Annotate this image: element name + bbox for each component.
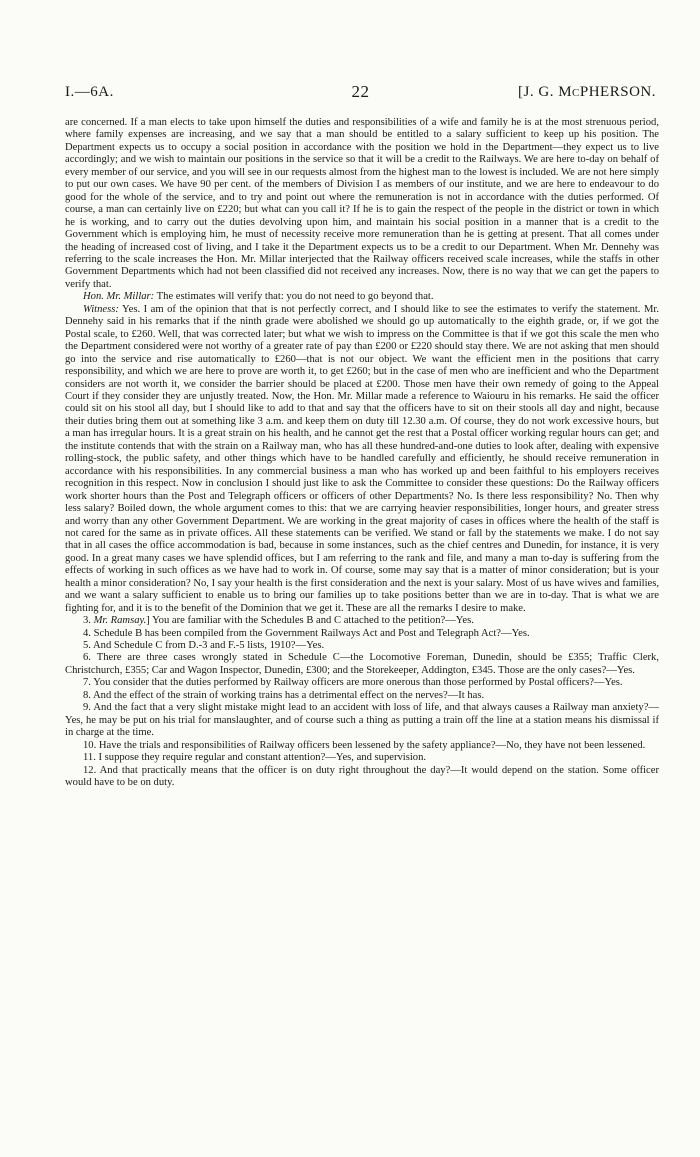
speaker-label: Witness: [83,303,119,315]
speaker-label: Mr. Ramsay. [93,615,147,627]
paragraph-millar [65,291,659,303]
question-7: 7. You consider that the duties performed by Railway officers are more onerous than those performed by Postal officers?—Yes. [83,677,623,689]
speaker-label: Hon. Mr. Millar: [83,291,155,303]
parliamentary-reference: I.—6A. [65,84,114,100]
question-11: 11. I suppose they require regular and constant attention?—Yes, and supervision. [83,752,427,764]
question-10: 10. Have the trials and responsibilities of Railway officers been lessened by the safety appliance?—No, they have not been lessened. [83,739,646,751]
question-5: 5. And Schedule C from D.-3 and F.-5 lists, 1910?—Yes. [83,640,325,652]
witness-name: [J. G. McPHERSON. [518,84,656,100]
question-8: 8. And the effect of the strain of working trains has a detrimental effect on the nerves?—It has. [83,689,485,701]
question-4: 4. Schedule B has been compiled from the Government Railways Act and Post and Telegraph Act?—Yes. [83,627,530,639]
paragraph-witness [65,304,659,615]
page-header [65,84,656,104]
question-text: ] You are familiar with the Schedules B and C attached to the petition?—Yes. [146,615,474,627]
question-12: 12. And that practically means that the officer is on duty right throughout the day?—It would depend on the station. Some officer would have to be on duty. [65,764,659,789]
page-number: 22 [351,82,370,101]
paragraph-text: Yes. I am of the opinion that that is not perfectly correct, and I should like to see the estimates to verify the statement. Mr. Dennehy said in his remarks that if the ninth grade were abolished we should go up automatically to the eighth grade, or, if we got the Postal scale, to £260. Well, that was corrected later; but what we wish to impress on the Committee is that if we got this scale the men who the Department considered were not worthy of a greater rate of pay than £200 or £220 should stay there. We are not asking that men should go into the service and rise automatically to £260—that is not our object. We want the efficient men in the positions that carry responsibility, and which we are here to prove are worth it, to get £260; but in the case of men who are inefficient and who the Department considers are not worth it, we consider the barrier should be placed at £200. Those men have their own remedy of going to the Appeal Court if they consider they are unjustly treated. Now, the Hon. Mr. Millar made a reference to Waiouru in his remarks. He said the officer could sit on his stool all day, but I should like to add to that and say that the officers have to sit on their stools all day and night, because their duties bring them out at something like 3 a.m. and keep them on duty till 12.30 a.m. Of course, they do not work excessive hours, but a man has irregular hours. It is a great strain on his health, and he cannot get the rest that a Postal officer working regular hours can get; and the institute contends that with the strain on a Railway man, who has all these hundred-and-one duties to look after, dealing with expensive rolling-stock, the public safety, and other things which have to be handled carefully and efficiently, he should receive remuneration in accordance with his responsibilities. In any commercial business a man who has worked up and been faithful to his employers receives recognition in this respect. Now in conclusion I should just like to ask the Committee to consider these questions: Do the Railway officers work shorter hours than the Post and Telegraph officers or officers of other Departments? No. Is there less responsibility? No. Then why less salary? Boiled down, the whole argument comes to this: that we are carrying heavier responsibilities, longer hours, and greater stress and worry than any other Government Department. We are working in the great majority of cases in offices where the health of the staff is not cared for the same as in private offices. All these statements can be verified. We stand or fall by the statements we make. I do not say that in all cases the office accommodation is bad, because in some instances, such as the chief centres and Dunedin, for instance, it is very good. In a great many cases we have splendid offices, but I am referring to the rank and file, and many a man to-day is suffering from the effects of working in such offices as we have had to work in. Of course, some may say that is a matter of minor consideration; but is your health a minor consideration? No, I say your health is the first consideration and the next is your salary. Most of us have wives and families, and we want a salary sufficient to enable us to bring our families up to take positions better than we are in to-day. That is what we are fighting for, and it is to the benefit of the Dominion that we get it. These are all the remarks I desire to make. [65,303,659,614]
question-3 [65,615,659,627]
question-number: 3. [83,615,94,627]
question-9: 9. And the fact that a very slight mistake might lead to an accident with loss of life, and that always causes a Railway man anxiety?—Yes, he may be put on his trial for manslaughter, and of course such a thing as putting a train off the line at a station means his dismissal if in charge at the time. [65,702,659,739]
paragraph-text: The estimates will verify that: you do not need to go beyond that. [154,291,434,303]
question-6: 6. There are three cases wrongly stated in Schedule C—the Locomotive Foreman, Dunedin, should be £355; Traffic Clerk, Christchurch, £355; Car and Wagon Inspector, Dunedin, £300; and the Storekeeper, Addington, £345. Those are the only cases?—Yes. [65,652,659,676]
paragraph-continued: are concerned. If a man elects to take upon himself the duties and responsibilities of a wife and family he is at the most strenuous period, where family expenses are increasing, and we say that a man should be entitled to a salary sufficient to keep up his position. The Department expects us to occupy a social position in accordance with the position we hold in the Department—they expect us to live accordingly; and we wish to maintain our positions in the service so that it will be a credit to the Railways. We are here to-day on behalf of every member of our service, and you will see in our requests almost from the highest man to the lowest is included. We are not here simply to put our own cases. We have 90 per cent. of the members of Division I as members of our institute, and we are here to endeavour to do good for the whole of the service, and to try and point out where the remuneration is not in accordance with the duties performed. Of course, a man can certainly live on £220; but what can you call it? If he is to gain the respect of the people in the district or town in which he is working, and to carry out the duties devolving upon him, and maintain his social position in a manner that is a credit to the Government which is employing him, he must of necessity receive more remuneration than he is getting at present. That all comes under the heading of increased cost of living, and I take it the Department expects us to be a credit to our Department. When Mr. Dennehy was referring to the scale increases the Hon. Mr. Millar interjected that the Railway officers received scale increases, while the staffs in other Government Departments which had not been classified did not received any increases. Now, there is no way that we can get the papers to verify that. [65,117,659,290]
page-body [65,117,659,789]
